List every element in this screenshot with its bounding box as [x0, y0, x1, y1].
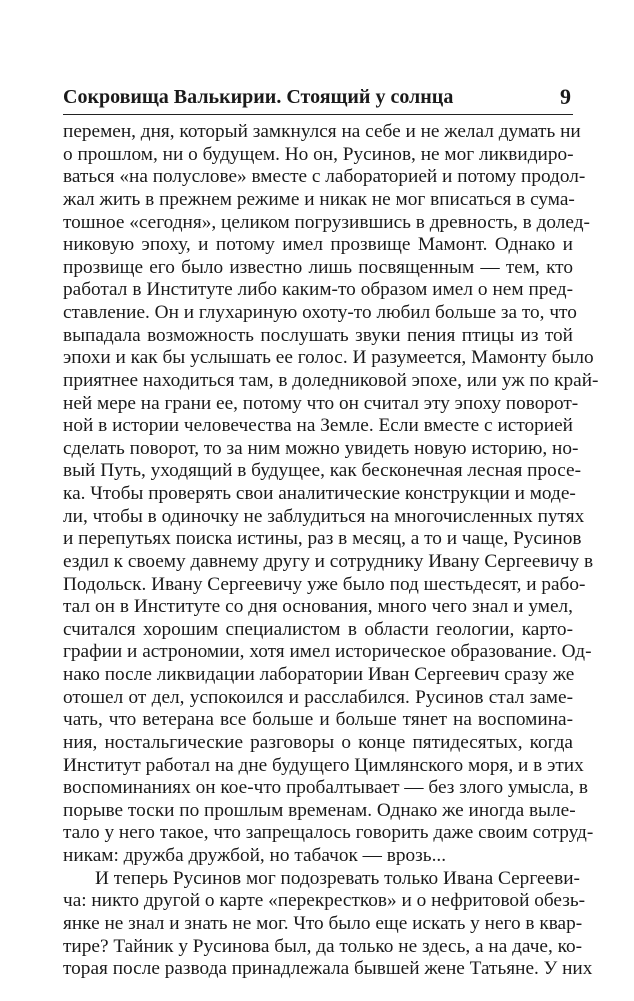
text-line: воспоминаниях он кое-что пробалтывает — без злого умысла, в — [63, 777, 588, 799]
text-line: тал он в Институте со дня основания, много чего знал и умел, — [63, 596, 573, 618]
text-line: ставление. Он и глухариную охоту-то любил больше за то, что — [63, 302, 577, 323]
text-line: ваться «на полуслове» вместе с лабораторией и потому продол- — [63, 166, 586, 188]
text-line: отошел от дел, успокоился и расслабился. Русинов стал заме- — [63, 686, 573, 708]
text-line: янке не знал и знать не мог. Что было еще искать у него в квар- — [63, 912, 583, 934]
text-line: тошное «сегодня», целиком погрузившись в древность, в долед- — [63, 211, 590, 233]
text-line: вый Путь, уходящий в будущее, как бесконечная лесная просе- — [63, 460, 582, 482]
text-line: выпадала возможность послушать звуки пения птицы из той — [63, 324, 573, 346]
text-line: тире? Тайник у Русинова был, да только не здесь, а на даче, ко- — [63, 935, 583, 957]
text-line: Подольск. Ивану Сергеевичу уже было под шестьдесят, и рабо- — [63, 573, 586, 595]
text-line: Институт работал на дне будущего Цимлянского моря, и в этих — [63, 754, 584, 776]
text-line: приятнее находиться там, в доледниковой эпохе, или уж по край- — [63, 369, 599, 391]
text-line: никовую эпоху, и потому имел прозвище Мамонт. Однако и — [63, 234, 573, 256]
page-number: 9 — [560, 84, 571, 109]
text-line: перемен, дня, который замкнулся на себе и не желал думать ни — [63, 121, 581, 142]
text-line: графии и астрономии, хотя имел историческое образование. Од- — [63, 641, 592, 663]
text-line: прозвище его было известно лишь посвященным — тем, кто — [63, 256, 573, 278]
text-line: чать, что ветерана все больше и больше тянет на воспомина- — [63, 709, 573, 731]
text-line: ча: никто другой о карте «перекрестков» и о нефритовой обезь- — [63, 890, 586, 912]
text-line: считался хорошим специалистом в области геологии, карто- — [63, 618, 573, 640]
text-line: ка. Чтобы проверять свои аналитические конструкции и моде- — [63, 483, 576, 504]
body-text — [63, 121, 599, 981]
text-line: порыве тоски по прошлым временам. Однако же иногда выле- — [63, 799, 576, 821]
text-line: нако после ликвидации лаборатории Иван Сергеевич сразу же — [63, 664, 575, 685]
text-line: ния, ностальгические разговоры о конце пятидесятых, когда — [63, 731, 573, 753]
text-line: и перепутьях поиска истины, раз в месяц, а то и чаще, Русинов — [63, 528, 582, 550]
text-line: ной в истории человечества на Земле. Если вместе с историей — [63, 415, 573, 437]
text-line: ли, чтобы в одиночку не заблудиться на многочисленных путях — [63, 505, 585, 527]
text-line: эпохи и как бы услышать ее голос. И разумеется, Мамонту было — [63, 347, 594, 369]
text-line: ней мере на грани ее, потому что он считал эту эпоху поворот- — [63, 392, 579, 414]
text-line: ездил к своему давнему другу и сотруднику Ивану Сергеевичу в — [63, 550, 594, 572]
text-line: никам: дружба дружбой, но табачок — врозь... — [63, 845, 447, 866]
text-line: жал жить в прежнем режиме и никак не мог вписаться в сума- — [63, 188, 575, 210]
running-header — [63, 86, 573, 115]
text-line: торая после развода принадлежала бывшей жене Татьяне. У них — [63, 958, 593, 980]
text-line: И теперь Русинов мог подозревать только Ивана Сергееви- — [95, 867, 580, 889]
text-line: тало у него такое, что запрещалось говорить даже своим сотруд- — [63, 822, 594, 844]
text-line: о прошлом, ни о будущем. Но он, Русинов, не мог ликвидиро- — [63, 143, 574, 165]
text-line: сделать поворот, то за ним можно увидеть новую историю, но- — [63, 437, 579, 459]
book-title: Сокровища Валькирии. Стоящий у солнца — [63, 86, 454, 108]
text-line: работал в Институте либо каким-то образом имел о нем пред- — [63, 279, 573, 301]
